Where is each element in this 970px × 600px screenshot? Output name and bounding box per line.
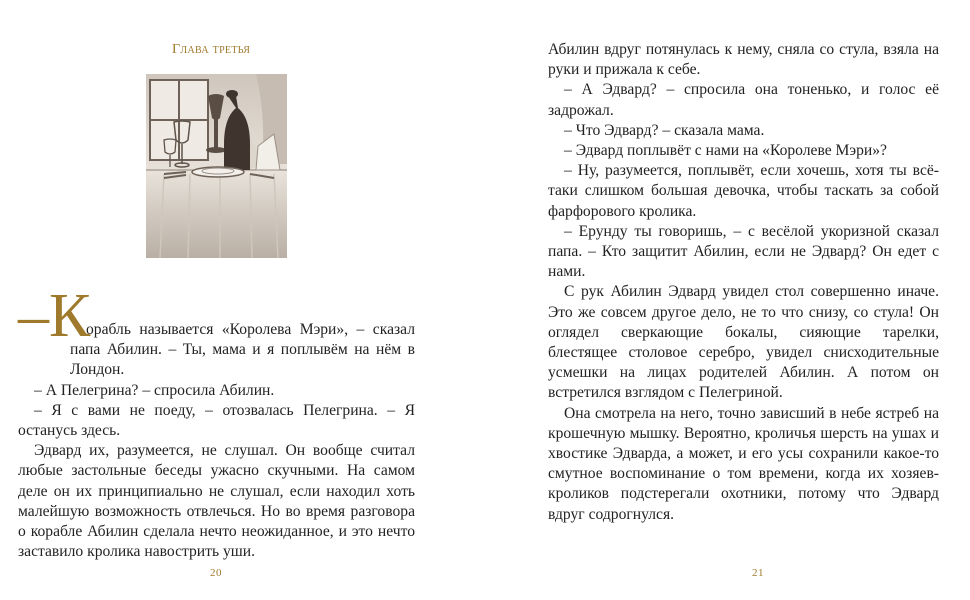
chapter-title: Глава третья bbox=[172, 42, 251, 57]
right-page bbox=[485, 0, 970, 600]
paragraph: Она смотрела на него, точно зависший в небе ястреб на крошечную мышку. Вероятно, кроличья шерсть на ушах и хвостике Эдварда, а может, и его усы сохранили какое-то смутное воспоминание о том времени, когда их хозяев-кроликов подстерегали охотники, потому что Эдвард вдруг содрогнулся. bbox=[548, 404, 939, 523]
paragraph: С рук Абилин Эдвард увидел стол совершенно иначе. Это же совсем другое дело, не то что снизу, со стула! Он оглядел сверкающие бокалы, сияющие тарелки, блестящее столовое серебро, увидел снисходительные усмешки на лицах родителей Абилин. А потом он встретился взглядом с Пелегриной. bbox=[548, 283, 939, 402]
right-page-text bbox=[548, 40, 939, 525]
paragraph: – А Эдвард? – спросила она тоненько, и голос её задрожал. bbox=[548, 81, 939, 119]
dropcap: –К bbox=[18, 282, 91, 350]
paragraph: орабль называется «Королева Мэри», – сказал папа Абилин. – Ты, мама и я поплывём на нём в Лондон. bbox=[70, 321, 415, 379]
table-setting-illustration bbox=[146, 74, 287, 258]
paragraph: – Ерунду ты говоришь, – с весёлой укоризной сказал папа. – Кто защитит Абилин, если не Эдвард? Он едет с нами. bbox=[548, 222, 939, 281]
paragraph: – Я с вами не поеду, – отозвалась Пелегрина. – Я останусь здесь. bbox=[18, 401, 415, 440]
left-page-text bbox=[18, 320, 415, 562]
paragraph: Абилин вдруг потянулась к нему, сняла со стула, взяла на руки и прижала к себе. bbox=[548, 41, 939, 79]
page-number-left: 20 bbox=[210, 567, 222, 579]
page-number-right: 21 bbox=[752, 567, 764, 579]
paragraph: – Эдвард поплывёт с нами на «Королеве Мэри»? bbox=[564, 142, 887, 160]
paragraph: – Ну, разумеется, поплывёт, если хочешь, хотя ты всё-таки слишком большая девочка, чтобы таскать за собой фарфорового кролика. bbox=[548, 162, 939, 220]
paragraph: – Что Эдвард? – сказала мама. bbox=[564, 121, 765, 139]
paragraph: – А Пелегрина? – спросила Абилин. bbox=[34, 381, 275, 399]
paragraph: Эдвард их, разумеется, не слушал. Он вообще считал любые застольные беседы ужасно скучными. На самом деле он их принципиально не слушал, если находил хоть малейшую возможность отвлечься. Но во время разговора о корабле Абилин сделала нечто неожиданное, и это нечто заставило кролика навострить уши. bbox=[18, 442, 415, 561]
